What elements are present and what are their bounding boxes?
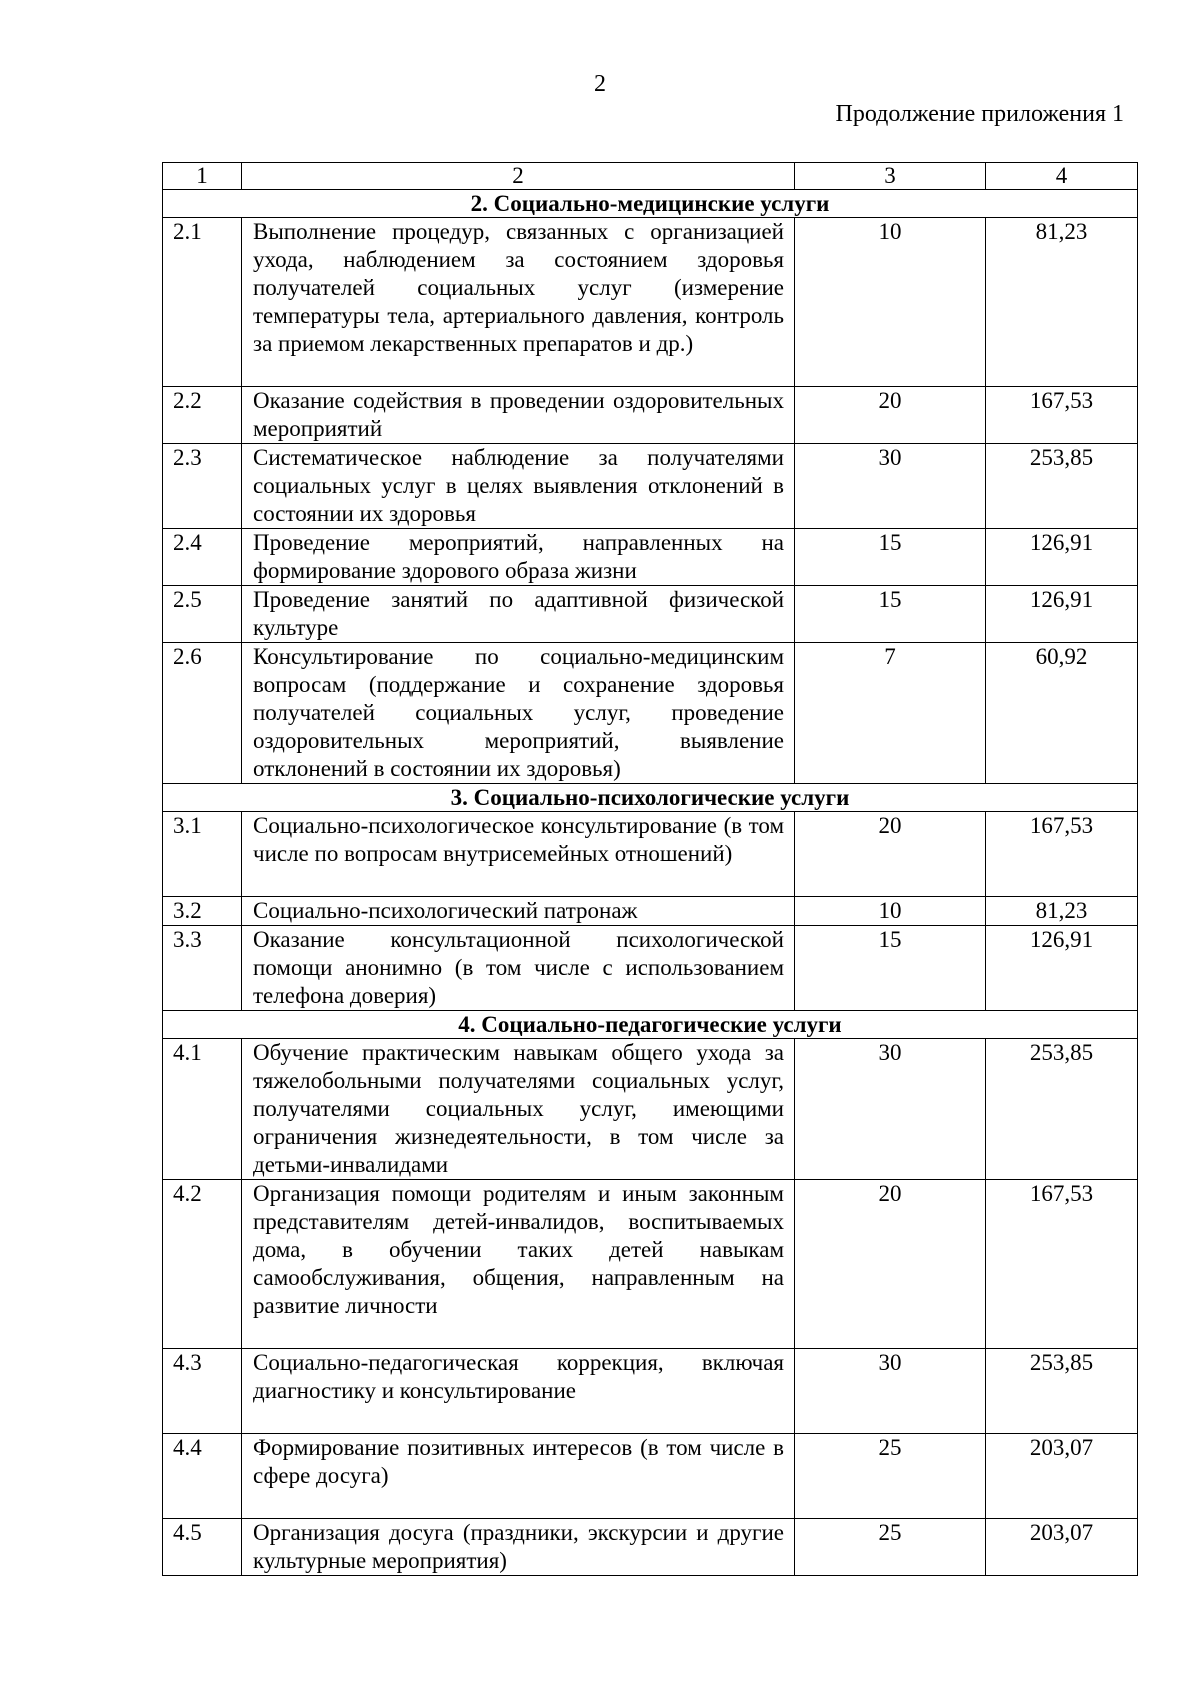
row-time: 10: [795, 897, 986, 926]
header-cell: 1: [163, 163, 242, 190]
table-row: [163, 444, 1138, 529]
table-row: [163, 1519, 1138, 1576]
table-row: [163, 586, 1138, 643]
row-number: 2.2: [163, 387, 242, 444]
row-price: 253,85: [986, 444, 1138, 529]
row-number: 2.3: [163, 444, 242, 529]
table-row: [163, 1180, 1138, 1349]
row-price: 167,53: [986, 387, 1138, 444]
header-cell: 4: [986, 163, 1138, 190]
row-description: Социально-психологическое консультирование (в том числе по вопросам внутрисемейных отношений): [242, 812, 795, 897]
section-title: 2. Социально-медицинские услуги: [163, 190, 1138, 218]
row-price: 167,53: [986, 1180, 1138, 1349]
row-description: Организация досуга (праздники, экскурсии и другие культурные мероприятия): [242, 1519, 795, 1576]
row-time: 25: [795, 1434, 986, 1519]
section-row: [163, 190, 1138, 218]
table-row: [163, 1349, 1138, 1434]
continuation-label: Продолжение приложения 1: [835, 101, 1124, 127]
row-price: 253,85: [986, 1039, 1138, 1180]
row-time: 30: [795, 444, 986, 529]
table-row: [163, 643, 1138, 784]
table-row: [163, 1434, 1138, 1519]
row-number: 2.5: [163, 586, 242, 643]
table-header-row: [163, 163, 1138, 190]
row-time: 15: [795, 586, 986, 643]
row-price: 126,91: [986, 926, 1138, 1011]
page-number: 2: [594, 71, 606, 97]
table-row: [163, 812, 1138, 897]
row-time: 20: [795, 812, 986, 897]
row-time: 30: [795, 1349, 986, 1434]
row-description: Выполнение процедур, связанных с организацией ухода, наблюдением за состоянием здоровья получателей социальных услуг (измерение температуры тела, артериального давления, контроль за приемом лекарственных препаратов и др.): [242, 218, 795, 387]
row-price: 60,92: [986, 643, 1138, 784]
row-description: Формирование позитивных интересов (в том числе в сфере досуга): [242, 1434, 795, 1519]
row-number: 2.4: [163, 529, 242, 586]
row-time: 10: [795, 218, 986, 387]
row-description: Оказание консультационной психологической помощи анонимно (в том числе с использованием телефона доверия): [242, 926, 795, 1011]
row-time: 30: [795, 1039, 986, 1180]
row-price: 81,23: [986, 218, 1138, 387]
header-cell: 2: [242, 163, 795, 190]
services-table: [162, 162, 1138, 1576]
section-row: [163, 784, 1138, 812]
row-number: 4.3: [163, 1349, 242, 1434]
row-description: Консультирование по социально-медицинским вопросам (поддержание и сохранение здоровья получателей социальных услуг, проведение оздоровительных мероприятий, выявление отклонений в состоянии их здоровья): [242, 643, 795, 784]
row-description: Организация помощи родителям и иным законным представителям детей-инвалидов, воспитываемых дома, в обучении таких детей навыкам самообслуживания, общения, направленным на развитие личности: [242, 1180, 795, 1349]
section-title: 4. Социально-педагогические услуги: [163, 1011, 1138, 1039]
table-row: [163, 387, 1138, 444]
section-title: 3. Социально-психологические услуги: [163, 784, 1138, 812]
row-time: 15: [795, 529, 986, 586]
row-price: 253,85: [986, 1349, 1138, 1434]
row-price: 81,23: [986, 897, 1138, 926]
row-price: 203,07: [986, 1434, 1138, 1519]
row-time: 15: [795, 926, 986, 1011]
header-cell: 3: [795, 163, 986, 190]
row-time: 25: [795, 1519, 986, 1576]
row-description: Проведение занятий по адаптивной физической культуре: [242, 586, 795, 643]
row-number: 4.4: [163, 1434, 242, 1519]
table-row: [163, 218, 1138, 387]
row-price: 126,91: [986, 586, 1138, 643]
row-price: 167,53: [986, 812, 1138, 897]
row-description: Проведение мероприятий, направленных на формирование здорового образа жизни: [242, 529, 795, 586]
row-description: Социально-педагогическая коррекция, включая диагностику и консультирование: [242, 1349, 795, 1434]
row-description: Оказание содействия в проведении оздоровительных мероприятий: [242, 387, 795, 444]
row-description: Социально-психологический патронаж: [242, 897, 795, 926]
row-price: 126,91: [986, 529, 1138, 586]
table-row: [163, 1039, 1138, 1180]
row-time: 20: [795, 387, 986, 444]
row-description: Обучение практическим навыкам общего ухода за тяжелобольными получателями социальных услуг, получателями социальных услуг, имеющими ограничения жизнедеятельности, в том числе за детьми-инвалидами: [242, 1039, 795, 1180]
row-number: 2.1: [163, 218, 242, 387]
table-row: [163, 529, 1138, 586]
row-price: 203,07: [986, 1519, 1138, 1576]
table-row: [163, 897, 1138, 926]
row-number: 4.5: [163, 1519, 242, 1576]
row-number: 2.6: [163, 643, 242, 784]
row-number: 3.3: [163, 926, 242, 1011]
section-row: [163, 1011, 1138, 1039]
table-row: [163, 926, 1138, 1011]
row-number: 4.2: [163, 1180, 242, 1349]
row-description: Систематическое наблюдение за получателями социальных услуг в целях выявления отклонений в состоянии их здоровья: [242, 444, 795, 529]
row-number: 3.2: [163, 897, 242, 926]
row-number: 4.1: [163, 1039, 242, 1180]
row-time: 7: [795, 643, 986, 784]
row-time: 20: [795, 1180, 986, 1349]
row-number: 3.1: [163, 812, 242, 897]
